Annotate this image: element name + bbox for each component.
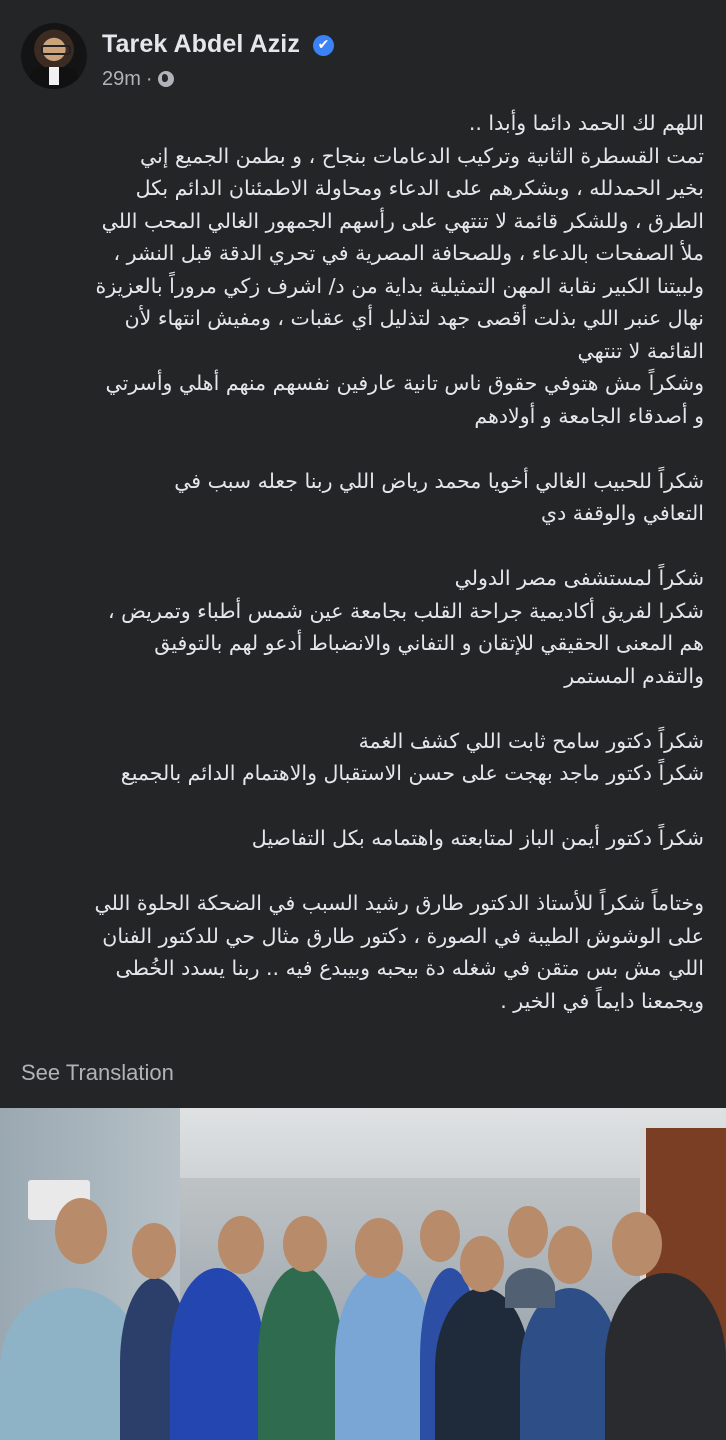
paragraph-gap xyxy=(14,790,704,823)
post-body xyxy=(14,107,704,1017)
avatar-shirt xyxy=(49,67,59,85)
post-text-line: شكراً دكتور ماجد بهجت على حسن الاستقبال والاهتمام الدائم بالجميع xyxy=(120,761,704,785)
paragraph-gap xyxy=(14,432,704,465)
post-text-line: اللهم لك الحمد دائما وأبدا .. xyxy=(468,111,704,135)
post-text-line: وختاماً شكراً للأستاذ الدكتور طارق رشيد السبب في الضحكة الحلوة اللي xyxy=(94,891,704,915)
post-text-line: ملأ الصفحات بالدعاء ، وللصحافة المصرية في تحري الدقة قبل النشر ، xyxy=(113,241,704,265)
photo-head xyxy=(508,1206,548,1258)
photo-head xyxy=(548,1226,592,1284)
paragraph-gap xyxy=(14,855,704,888)
post-timestamp[interactable]: 29m xyxy=(102,68,141,90)
photo-person xyxy=(605,1273,726,1440)
see-translation-link[interactable]: See Translation xyxy=(21,1060,174,1085)
post-text-line: ويجمعنا دايماً في الخير . xyxy=(500,988,704,1013)
post-text-line: وشكراً مش هتوفي حقوق ناس تانية عارفين نفسهم منهم أهلي وأسرتي xyxy=(105,371,704,395)
author-avatar[interactable] xyxy=(21,23,87,89)
photo-head xyxy=(612,1212,662,1276)
photo-head xyxy=(55,1198,107,1264)
photo-head xyxy=(420,1210,460,1262)
post-text-line: شكراً دكتور سامح ثابت اللي كشف الغمة xyxy=(358,728,704,753)
photo-person xyxy=(258,1266,343,1440)
photo-head xyxy=(355,1218,403,1278)
paragraph-gap xyxy=(14,530,704,563)
photo-head xyxy=(460,1236,504,1292)
post-text-line: والتقدم المستمر xyxy=(564,663,704,688)
post-text-line: تمت القسطرة الثانية وتركيب الدعامات بنجاح ، و بطمن الجميع إني xyxy=(140,143,704,168)
photo-person xyxy=(170,1268,265,1440)
post-text-line: هم المعنى الحقيقي للإتقان و التفاني والانضباط أدعو لهم بالتوفيق xyxy=(154,631,704,655)
meta-separator: · xyxy=(145,68,153,90)
photo-person xyxy=(435,1288,530,1440)
post-photo[interactable] xyxy=(0,1108,726,1440)
globe-icon[interactable] xyxy=(158,71,174,87)
post-text-line: شكرا لفريق أكاديمية جراحة القلب بجامعة عين شمس أطباء وتمريض ، xyxy=(107,598,704,623)
post-text-line: بخير الحمدلله ، وبشكرهم على الدعاء ومحاولة الاطمئنان الدائم بكل xyxy=(135,176,704,200)
post-header xyxy=(0,0,726,105)
post-text-line: ولبيتنا الكبير نقابة المهن التمثيلية بداية من د/ اشرف زكي مروراً بالعزيزة xyxy=(95,273,704,298)
avatar-glasses xyxy=(41,45,71,55)
post-text-line: نهال عنبر اللي بذلت أقصى جهد لتذليل أي عقبات ، ومفيش انتهاء لأن xyxy=(124,306,704,330)
author-name[interactable]: Tarek Abdel Aziz xyxy=(102,30,300,58)
post-text-line: القائمة لا تنتهي xyxy=(577,338,704,363)
post-text-line: على الوشوش الطيبة في الصورة ، دكتور طارق مثال حي للدكتور الفنان xyxy=(102,923,704,948)
post-text-line: شكراً للحبيب الغالي أخويا محمد رياض اللي ربنا جعله سبب في xyxy=(174,468,704,493)
photo-person xyxy=(505,1268,555,1308)
photo-head xyxy=(132,1223,176,1279)
post-text-line: الطرق ، وللشكر قائمة لا تنتهي على رأسهم الجمهور الغالي المحب اللي xyxy=(101,208,704,233)
post-meta xyxy=(102,68,174,91)
post-text-line: شكراً لمستشفى مصر الدولي xyxy=(454,566,704,590)
photo-head xyxy=(218,1216,264,1274)
post-text-line: اللي مش بس متقن في شغله دة بيحبه وبيبدع فيه .. ربنا يسدد الخُطى xyxy=(115,956,704,980)
verified-badge-icon: ✔ xyxy=(313,35,334,56)
post-text-line: و أصدقاء الجامعة و أولادهم xyxy=(474,403,704,428)
post-text-line: شكراً دكتور أيمن الباز لمتابعته واهتمامه بكل التفاصيل xyxy=(251,826,704,850)
post-text-line: التعافي والوقفة دي xyxy=(541,501,704,525)
photo-head xyxy=(283,1216,327,1272)
paragraph-gap xyxy=(14,692,704,725)
